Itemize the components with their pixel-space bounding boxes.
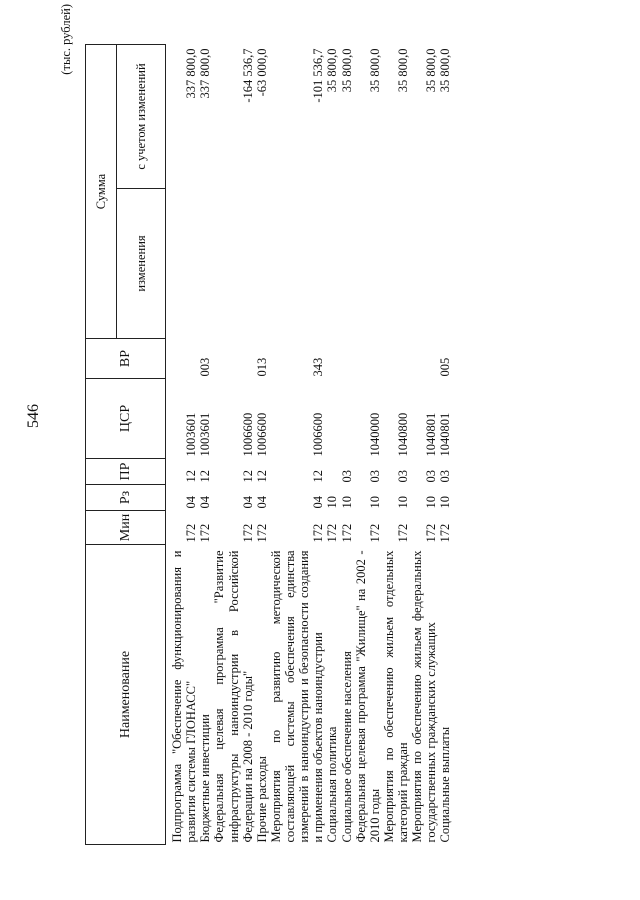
row-rz: 04 [198, 496, 213, 509]
row-csr: 1040801 [424, 412, 439, 457]
row-csr: 1040000 [367, 412, 382, 457]
row-name: Мероприятия по развитию методической составляющей системы обеспечения единства измерений в наноиндустрии и безопасности создания и применения объектов наноиндустрии [268, 550, 326, 843]
row-total: -164 536,7 [240, 48, 255, 103]
row-vr: 003 [198, 357, 213, 377]
table-row [198, 45, 212, 845]
row-rz: 10 [438, 496, 453, 509]
row-vr [410, 339, 438, 379]
row-changes [212, 189, 254, 339]
row-total: 35 800,0 [396, 48, 410, 93]
row-changes [354, 189, 382, 339]
row-changes [340, 189, 354, 339]
header-with-changes: с учетом изменений [117, 45, 166, 189]
page-number: 546 [25, 404, 42, 428]
header-csr: ЦСР [86, 379, 166, 459]
table-row [269, 45, 326, 845]
row-pr: 12 [240, 470, 255, 483]
row-changes [166, 189, 199, 339]
table-row [354, 45, 382, 845]
budget-table-sheet [85, 45, 600, 845]
row-vr: 013 [254, 357, 269, 377]
row-vr [354, 339, 382, 379]
row-name: Бюджетные инвестиции [198, 714, 213, 843]
row-name: Прочие расходы [254, 756, 269, 843]
row-vr: 343 [311, 357, 326, 377]
row-total: 35 800,0 [339, 48, 354, 93]
row-name: Федеральная целевая программа "Жилище" на 2002 - 2010 годы [353, 550, 382, 843]
row-csr [325, 379, 339, 459]
table-row [255, 45, 269, 845]
row-rz: 04 [254, 496, 269, 509]
row-min: 172 [396, 523, 410, 543]
row-rz: 10 [396, 496, 410, 509]
row-name: Социальная политика [325, 726, 340, 843]
row-total: 35 800,0 [325, 48, 340, 93]
row-min: 172 [240, 523, 255, 543]
row-pr: 03 [438, 470, 453, 483]
row-min: 172 [311, 523, 326, 543]
row-name: Подпрограмма "Обеспечение функционирования и развития системы ГЛОНАСС" [170, 550, 199, 843]
row-pr: 03 [367, 470, 382, 483]
header-changes: изменения [117, 189, 166, 339]
row-changes [269, 189, 326, 339]
row-pr [325, 459, 339, 485]
row-vr [325, 339, 339, 379]
header-vr: ВР [86, 339, 166, 379]
row-csr: 1040801 [438, 412, 453, 457]
table-body [166, 45, 453, 845]
row-min: 172 [424, 523, 439, 543]
table-row [166, 45, 199, 845]
row-min: 172 [339, 523, 354, 543]
row-pr: 12 [184, 470, 199, 483]
budget-table [85, 44, 453, 845]
row-csr: 1003601 [198, 412, 213, 457]
row-vr: 005 [438, 357, 453, 377]
row-pr: 12 [198, 470, 213, 483]
row-vr [212, 339, 254, 379]
row-rz: 10 [424, 496, 439, 509]
header-min: Мин [86, 511, 166, 545]
row-changes [255, 189, 269, 339]
row-changes [382, 189, 410, 339]
row-vr [382, 339, 410, 379]
row-rz: 10 [367, 496, 382, 509]
row-min: 172 [198, 523, 213, 543]
row-pr: 03 [396, 470, 410, 483]
header-rz: Рз [86, 485, 166, 511]
row-name: Социальное обеспечение населения [339, 651, 354, 843]
table-row [340, 45, 354, 845]
table-row [325, 45, 339, 845]
row-rz: 04 [240, 496, 255, 509]
row-csr: 1006600 [240, 412, 255, 457]
table-row [382, 45, 410, 845]
row-name: Федеральная целевая программа "Развитие инфраструктуры наноиндустрии в Российской Федерации на 2008 - 2010 годы" [212, 550, 255, 843]
header-pr: ПР [86, 459, 166, 485]
row-rz: 04 [184, 496, 199, 509]
row-changes [198, 189, 212, 339]
row-name: Социальные выплаты [438, 726, 453, 843]
row-total: -101 536,7 [311, 48, 326, 103]
table-row [438, 45, 452, 845]
row-min: 172 [367, 523, 382, 543]
row-min: 172 [325, 523, 340, 543]
row-rz: 10 [325, 496, 340, 509]
row-total: 35 800,0 [424, 48, 439, 93]
row-changes [325, 189, 339, 339]
row-pr: 03 [339, 470, 354, 483]
row-min: 172 [438, 523, 453, 543]
row-vr [340, 339, 354, 379]
row-pr: 12 [311, 470, 326, 483]
row-min: 172 [184, 523, 199, 543]
row-total: 337 800,0 [198, 48, 213, 99]
row-total: 337 800,0 [184, 48, 199, 99]
header-sum: Сумма [86, 45, 117, 339]
row-csr: 1006600 [254, 412, 269, 457]
row-rz: 04 [311, 496, 326, 509]
row-name: Мероприятия по обеспечению жильем отдельных категорий граждан [381, 550, 410, 843]
row-pr: 12 [254, 470, 269, 483]
row-name: Мероприятия по обеспечению жильем федеральных государственных гражданских служащих [410, 550, 439, 843]
row-changes [410, 189, 438, 339]
row-csr: 1003601 [184, 412, 199, 457]
units-note: (тыс. рублей) [59, 4, 73, 75]
row-total: 35 800,0 [367, 48, 382, 93]
row-rz: 10 [339, 496, 354, 509]
row-csr: 1040800 [396, 412, 410, 457]
row-vr [166, 339, 199, 379]
row-min: 172 [254, 523, 269, 543]
row-total: 35 800,0 [438, 48, 453, 93]
row-total: -63 000,0 [254, 48, 269, 97]
header-name: Наименование [86, 545, 166, 845]
row-csr: 1006600 [311, 412, 326, 457]
table-row [212, 45, 254, 845]
row-changes [438, 189, 452, 339]
table-row [410, 45, 438, 845]
row-pr: 03 [424, 470, 439, 483]
table-header [86, 45, 166, 845]
row-csr [340, 379, 354, 459]
